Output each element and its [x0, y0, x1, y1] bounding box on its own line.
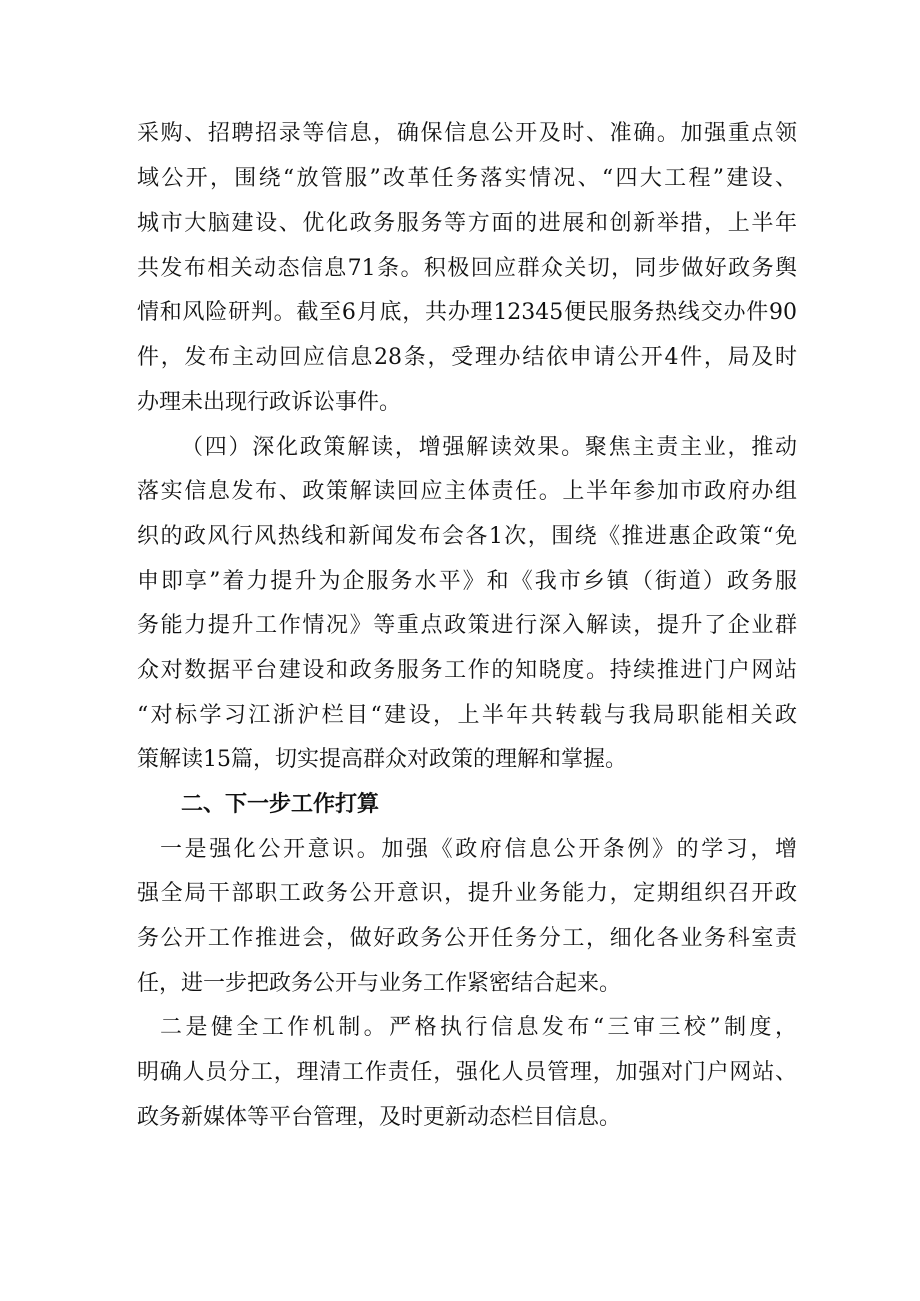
- paragraph-line: 强全局干部职工政务公开意识，提升业务能力，定期组织召开政: [137, 881, 797, 906]
- paragraph-line: 一是强化公开意识。加强《政府信息公开条例》的学习，增: [160, 837, 797, 862]
- paragraph-line: 务能力提升工作情况》等重点政策进行深入解读，提升了企业群: [137, 613, 797, 638]
- paragraph-line: 明确人员分工，理清工作责任，强化人员管理，加强对门户网站、: [137, 1060, 797, 1085]
- section-heading: 二、下一步工作打算: [181, 792, 380, 817]
- paragraph-line: 情和风险研判。截至6月底，共办理12345便民服务热线交办件90: [137, 300, 797, 325]
- paragraph-line: 域公开，围绕“放管服”改革任务落实情况、“四大工程”建设、: [137, 166, 797, 191]
- section-four-heading-line: （四）深化政策解读，增强解读效果。聚焦主责主业，推动: [181, 435, 797, 460]
- paragraph-line: 申即享”着力提升为企服务水平》和《我市乡镇（街道）政务服: [137, 569, 797, 594]
- paragraph-line: 二是健全工作机制。严格执行信息发布“三审三校”制度，: [160, 1015, 797, 1040]
- paragraph-line: 政务新媒体等平台管理，及时更新动态栏目信息。: [137, 1105, 622, 1130]
- paragraph-line: 城市大脑建设、优化政务服务等方面的进展和创新举措，上半年: [137, 211, 797, 236]
- paragraph-line: 务公开工作推进会，做好政务公开任务分工，细化各业务科室责: [137, 926, 797, 951]
- paragraph-line: 件，发布主动回应信息28条，受理办结依申请公开4件，局及时: [137, 345, 797, 370]
- paragraph-line: 任，进一步把政务公开与业务工作紧密结合起来。: [137, 971, 622, 996]
- paragraph-line: “对标学习江浙沪栏目“建设，上半年共转载与我局职能相关政: [137, 703, 797, 728]
- paragraph-line: 办理未出现行政诉讼事件。: [137, 390, 402, 415]
- paragraph-line: 采购、招聘招录等信息，确保信息公开及时、准确。加强重点领: [137, 121, 797, 146]
- paragraph-line: 落实信息发布、政策解读回应主体责任。上半年参加市政府办组: [137, 479, 797, 504]
- paragraph-line: 共发布相关动态信息71条。积极回应群众关切，同步做好政务舆: [137, 256, 797, 281]
- paragraph-line: 织的政风行风热线和新闻发布会各1次，围绕《推进惠企政策“免: [137, 524, 797, 549]
- paragraph-line: 众对数据平台建设和政务服务工作的知晓度。持续推进门户网站: [137, 658, 797, 683]
- paragraph-line: 策解读15篇，切实提高群众对政策的理解和掌握。: [137, 747, 627, 772]
